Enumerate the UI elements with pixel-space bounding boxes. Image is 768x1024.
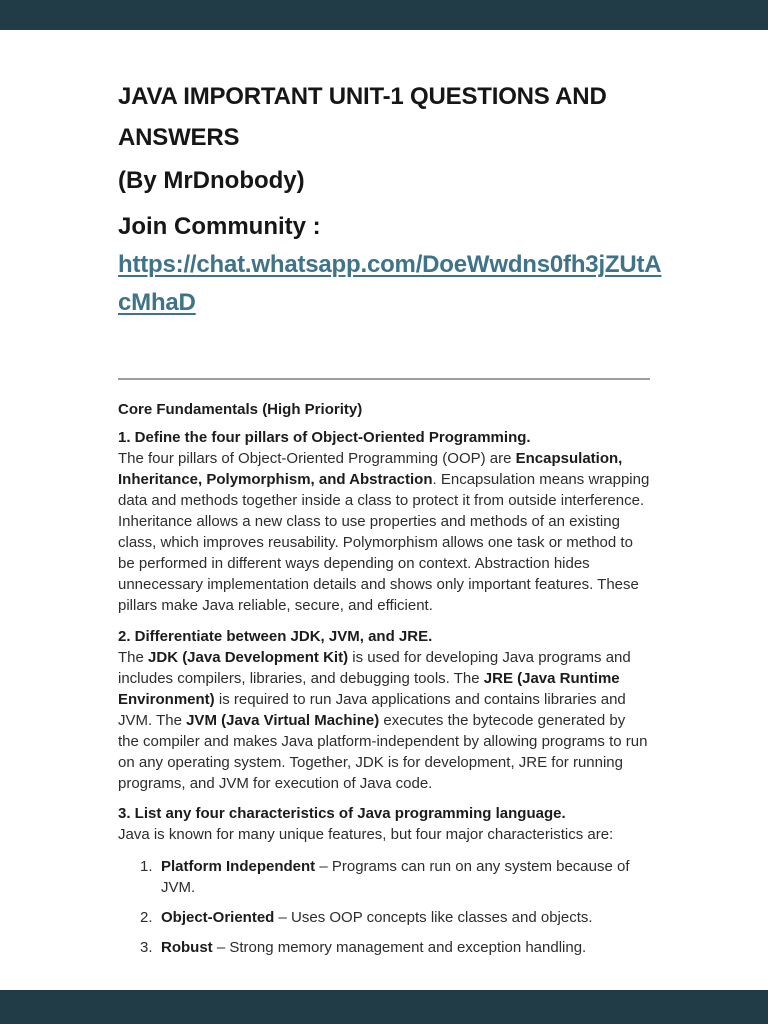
list-item-number: 1. — [140, 858, 153, 875]
join-community-heading: Join Community : — [118, 213, 321, 240]
question-2-heading: 2. Differentiate between JDK, JVM, and JRE. — [118, 628, 433, 645]
whatsapp-link-line2: cMhaD — [118, 289, 196, 316]
list-item-text — [161, 937, 586, 958]
list-item-term: Robust — [161, 939, 213, 956]
list-item-desc: – Strong memory management and exception handling. — [212, 939, 587, 956]
document-title — [118, 76, 650, 158]
question-3-intro: Java is known for many unique features, but four major characteristics are: — [118, 826, 614, 843]
list-item — [140, 937, 650, 958]
list-item-term: Platform Independent — [161, 858, 316, 875]
question-2-answer: The JDK (Java Development Kit) is used for developing Java programs and includes compilers, libraries, and debugging tools. The JRE (Java Runtime Environment) is required to run Java applications and contains libraries and JVM. The JVM (Java Virtual Machine) executes the bytecode generated by the compiler and makes Java platform-independent by allowing programs to run on any operating system. Together, JDK is for development, JRE for running programs, and JVM for execution of Java code. — [118, 649, 648, 792]
list-item — [140, 907, 650, 928]
question-1-heading: 1. Define the four pillars of Object-Oriented Programming. — [118, 429, 531, 446]
section-divider — [118, 378, 650, 380]
byline: (By MrDnobody) — [118, 167, 305, 194]
list-item-desc: – Programs can run on any system because of JVM. — [161, 858, 630, 896]
viewer-bottom-bar — [0, 990, 768, 1024]
viewer-top-bar — [0, 0, 768, 30]
list-item-text — [161, 856, 650, 898]
list-item-term: Object-Oriented — [161, 909, 275, 926]
document-page — [0, 30, 768, 990]
section-heading: Core Fundamentals (High Priority) — [118, 401, 363, 418]
whatsapp-link-line1: https://chat.whatsapp.com/DoeWwdns0fh3jZUtA — [118, 251, 662, 278]
list-item — [140, 856, 650, 898]
list-item-number: 3. — [140, 939, 153, 956]
question-1-answer: The four pillars of Object-Oriented Programming (OOP) are Encapsulation, Inheritance, Polymorphism, and Abstraction. Encapsulation means wrapping data and methods together inside a class to protect it from outside interference. Inheritance allows a new class to use properties and methods of an existing class, which improves reusability. Polymorphism allows one task or method to be performed in different ways depending on context. Abstraction hides unnecessary implementation details and shows only important features. These pillars make Java reliable, secure, and efficient. — [118, 450, 650, 614]
characteristics-list — [118, 856, 650, 958]
list-item-number: 2. — [140, 909, 153, 926]
whatsapp-community-link[interactable] — [118, 246, 662, 322]
document-title-line1: JAVA IMPORTANT UNIT-1 QUESTIONS AND — [118, 83, 607, 110]
document-title-line2: ANSWERS — [118, 124, 240, 151]
list-item-text — [161, 907, 593, 928]
list-item-desc: – Uses OOP concepts like classes and objects. — [274, 909, 593, 926]
question-3-heading: 3. List any four characteristics of Java programming language. — [118, 805, 566, 822]
